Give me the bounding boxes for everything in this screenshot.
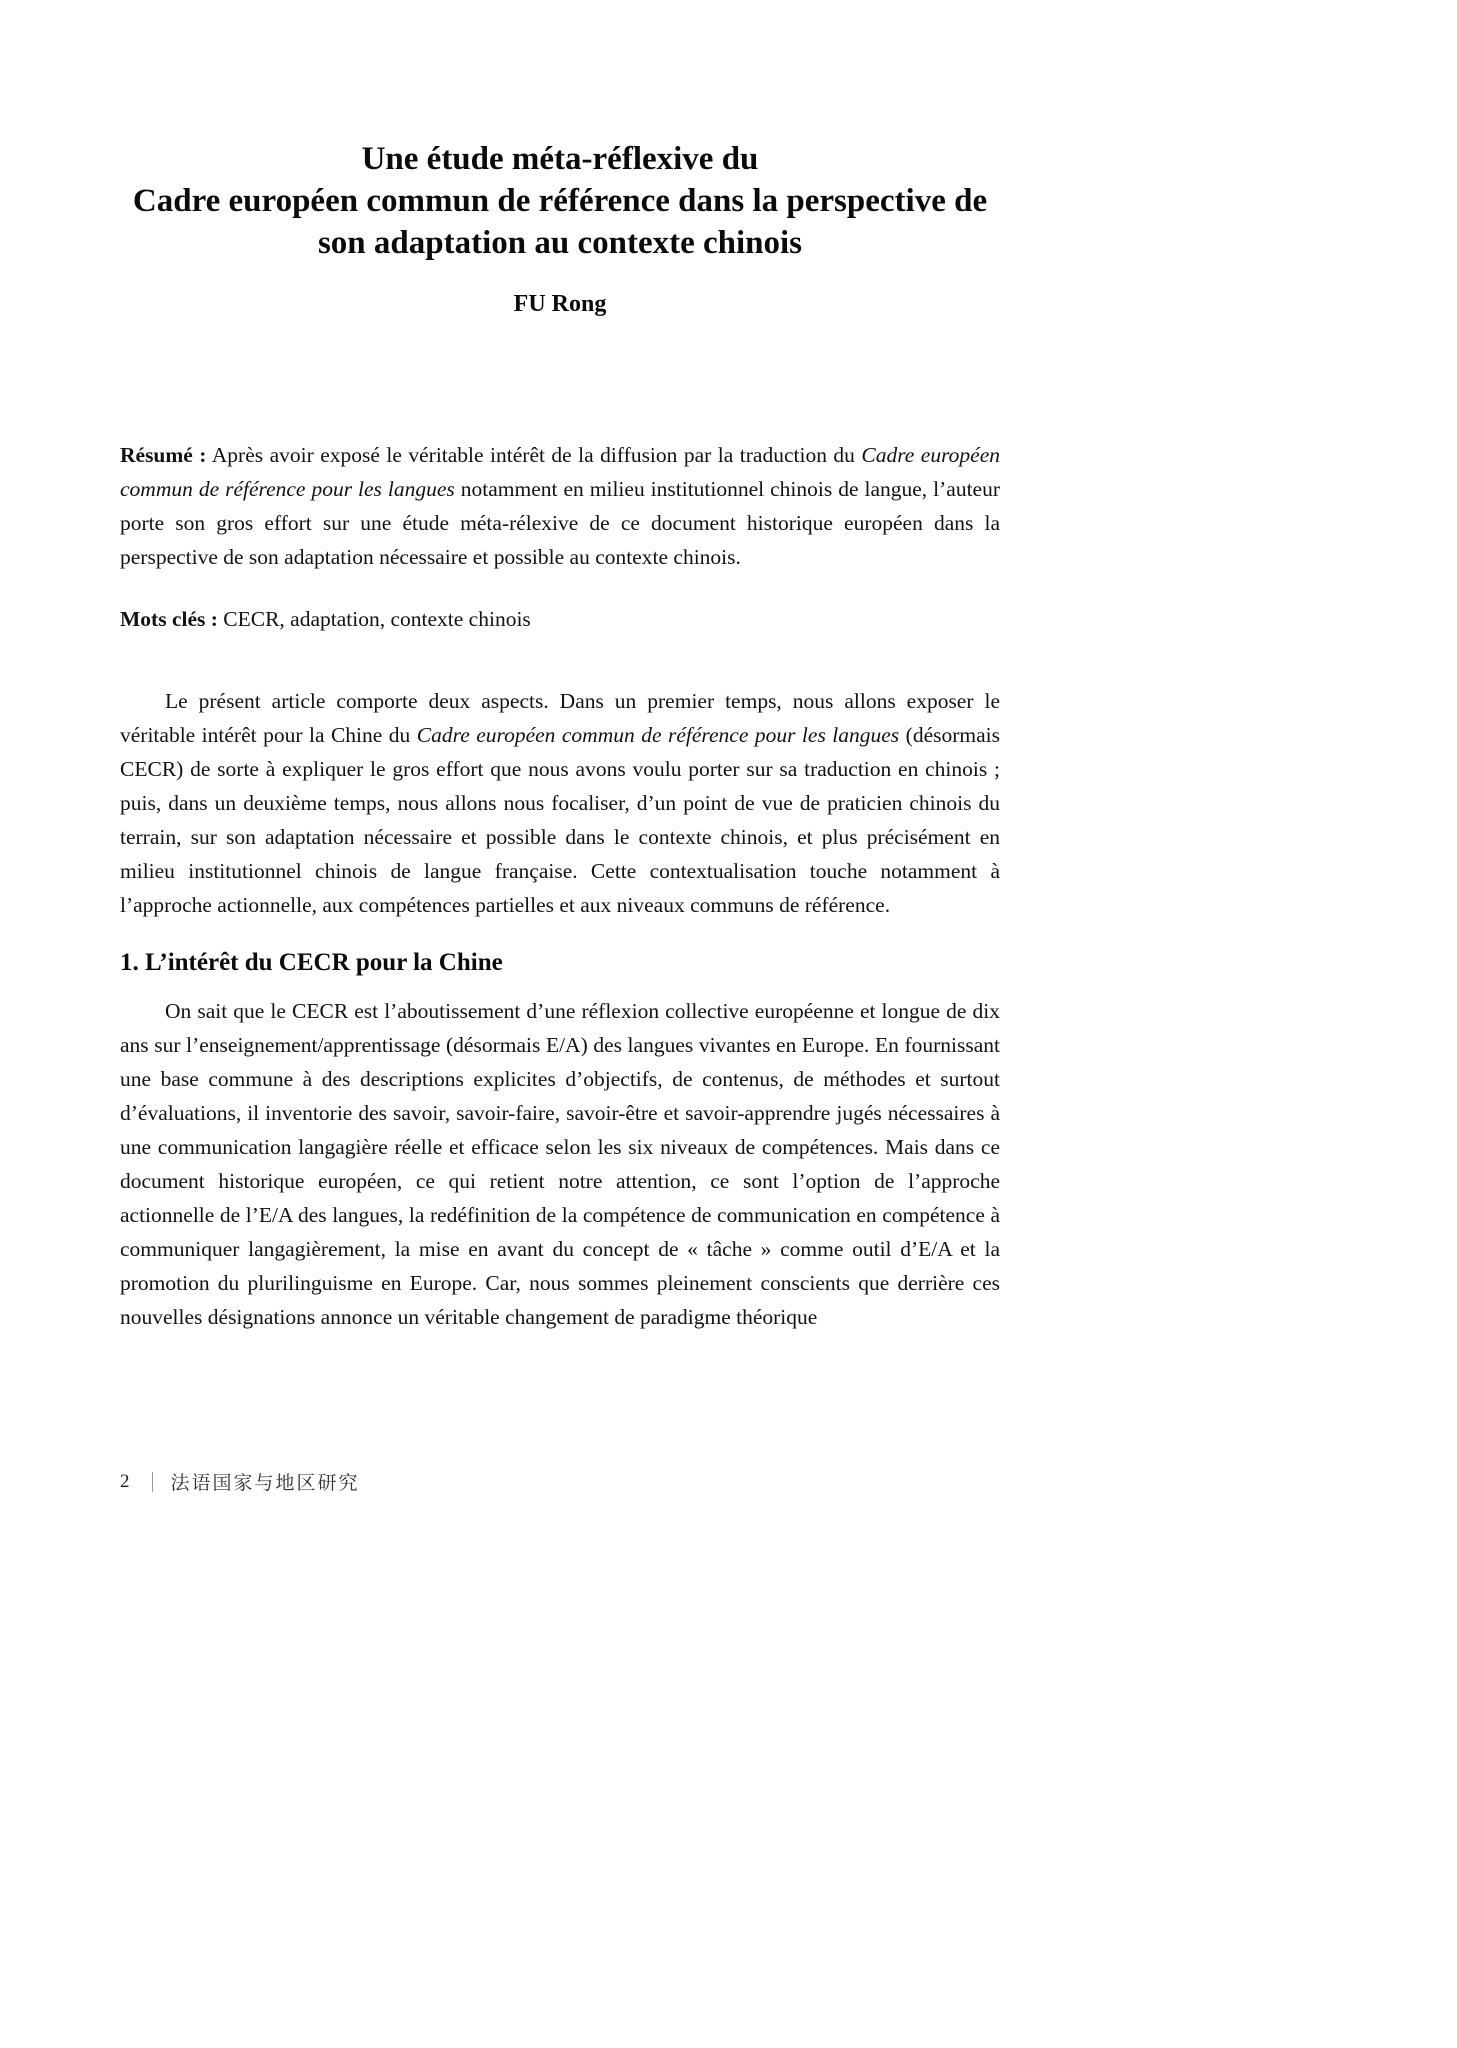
- author-name: FU Rong: [513, 291, 607, 317]
- intro-paragraph: [120, 684, 1000, 922]
- abstract-paragraph: [120, 438, 1000, 574]
- abstract-text-after-italic: notamment en milieu institutionnel chinois de langue, l’auteur porte son gros effort sur une étude méta-rélexive de ce document historique européen dans la perspective de son adaptation nécessaire et possible au contexte chinois.: [120, 477, 1000, 569]
- intro-italic-title: Cadre européen commun de référence pour les langues: [416, 723, 900, 747]
- page-footer: [120, 1468, 360, 1495]
- article-title-line-1: Une étude méta-réflexive du: [361, 141, 759, 177]
- abstract-italic-title: Cadre européen commun de référence pour les langues: [120, 443, 1000, 501]
- keywords-text: CECR, adaptation, contexte chinois: [217, 607, 531, 631]
- article-title-line-3: son adaptation au contexte chinois: [317, 225, 803, 261]
- intro-text-before-italic: Le présent article comporte deux aspects. Dans un premier temps, nous allons exposer le véritable intérêt pour la Chine du: [120, 689, 1000, 747]
- intro-text-after-italic: (désormais CECR) de sorte à expliquer le gros effort que nous avons voulu porter sur sa traduction en chinois ; puis, dans un deuxième temps, nous allons nous focaliser, d’un point de vue de praticien chinois du terrain, sur son adaptation nécessaire et possible dans le contexte chinois, et plus précisément en milieu institutionnel chinois de langue française. Cette contextualisation touche notamment à l’approche actionnelle, aux compétences partielles et aux niveaux communs de référence.: [120, 723, 1001, 917]
- abstract-text-before-italic: Après avoir exposé le véritable intérêt de la diffusion par la traduction du: [206, 443, 862, 467]
- keywords-line: [120, 602, 1000, 636]
- section-1-paragraph: On sait que le CECR est l’aboutissement d’une réflexion collective européenne et longue de dix ans sur l’enseignement/apprentissage (désormais E/A) des langues vivantes en Europe. En fournissant une base commune à des descriptions explicites d’objectifs, de contenus, de méthodes et surtout d’évaluations, il inventorie des savoir, savoir-faire, savoir-être et savoir-apprendre jugés nécessaires à une communication langagière réelle et efficace selon les six niveaux de compétences. Mais dans ce document historique européen, ce qui retient notre attention, ce sont l’option de l’approche actionnelle de l’E/A des langues, la redéfinition de la compétence de communication en compétence à communiquer langagièrement, la mise en avant du concept de « tâche » comme outil d’E/A et la promotion du plurilinguisme en Europe. Car, nous sommes pleinement conscients que derrière ces nouvelles désignations annonce un véritable changement de paradigme théorique: [120, 999, 1000, 1329]
- article-title: [120, 0, 1000, 264]
- page-content: [120, 0, 1000, 1334]
- footer-separator: [152, 1472, 153, 1492]
- abstract-label: Résumé :: [120, 443, 207, 467]
- article-title-line-2: Cadre européen commun de référence dans la perspective de: [132, 183, 988, 219]
- section-1-heading: 1. L’intérêt du CECR pour la Chine: [120, 949, 503, 976]
- keywords-label: Mots clés :: [120, 607, 218, 631]
- journal-name: 法语国家与地区研究: [170, 1473, 360, 1494]
- page-number: 2: [120, 1470, 130, 1492]
